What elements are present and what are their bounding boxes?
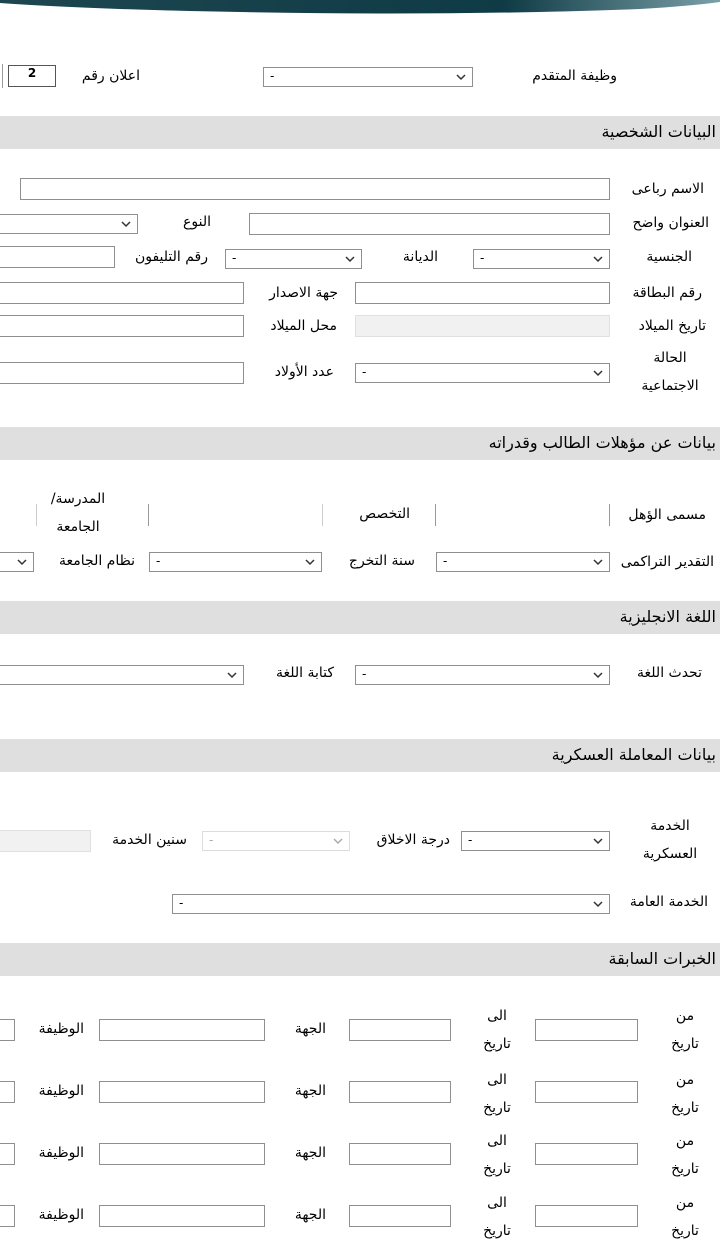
university-system-label: نظام الجامعة: [59, 553, 135, 569]
entity-label: الجهة: [294, 1145, 326, 1161]
section-qualifications: [0, 427, 720, 460]
major-field-edge: [148, 504, 149, 526]
job-title-label: الوظيفة: [38, 1145, 84, 1161]
chevron-down-icon: [591, 834, 605, 848]
from-date-field[interactable]: [535, 1205, 638, 1227]
gender-label: النوع: [183, 214, 211, 230]
major-label: التخصص: [359, 506, 410, 522]
section-military: [0, 739, 720, 772]
to-date-label: الى تاريخ: [483, 1072, 511, 1116]
section-personal: [0, 116, 720, 149]
job-title-label: الوظيفة: [38, 1021, 84, 1037]
job-select[interactable]: -: [263, 67, 473, 87]
conduct-select[interactable]: -: [202, 831, 350, 851]
from-date-field[interactable]: [535, 1143, 638, 1165]
entity-field[interactable]: [99, 1205, 265, 1227]
service-years-field[interactable]: [0, 830, 91, 852]
job-title-field[interactable]: [0, 1019, 15, 1041]
service-years-label: سنين الخدمة: [112, 832, 187, 848]
birthplace-field[interactable]: [0, 315, 244, 337]
from-date-field[interactable]: [535, 1081, 638, 1103]
chevron-down-icon: [331, 834, 345, 848]
public-service-select[interactable]: -: [172, 894, 610, 914]
chevron-down-icon: [591, 366, 605, 380]
chevron-down-icon: [454, 70, 468, 84]
school-label: المدرسة/ الجامعة: [50, 491, 106, 535]
entity-label: الجهة: [294, 1083, 326, 1099]
phone-label: رقم التليفون: [134, 249, 208, 265]
from-date-label: من تاريخ: [671, 1072, 699, 1116]
id-card-label: رقم البطاقة: [632, 285, 702, 301]
job-title-field[interactable]: [0, 1081, 15, 1103]
birthplace-label: محل الميلاد: [270, 318, 337, 334]
writing-select[interactable]: [0, 665, 244, 685]
issuer-field[interactable]: [0, 282, 244, 304]
grade-label: التقدير التراكمى: [620, 554, 714, 570]
section-experience: [0, 943, 720, 976]
degree-label: مسمى الؤهل: [628, 507, 706, 523]
degree-field-edge: [435, 504, 436, 526]
birthdate-label: تاريخ الميلاد: [638, 318, 706, 334]
entity-field[interactable]: [99, 1081, 265, 1103]
job-title-label: الوظيفة: [38, 1207, 84, 1223]
marital-status-select[interactable]: -: [355, 363, 610, 383]
grad-year-label: سنة التخرج: [348, 553, 415, 569]
job-label: وظيفة المتقدم: [532, 68, 617, 84]
job-title-label: الوظيفة: [38, 1083, 84, 1099]
chevron-down-icon: [591, 668, 605, 682]
to-date-field[interactable]: [349, 1019, 451, 1041]
chevron-down-icon: [591, 555, 605, 569]
entity-label: الجهة: [294, 1207, 326, 1223]
speaking-label: تحدث اللغة: [637, 665, 702, 681]
from-date-label: من تاريخ: [671, 1133, 699, 1177]
ad-number-field[interactable]: 2: [8, 65, 56, 87]
job-title-field[interactable]: [0, 1143, 15, 1165]
military-service-select[interactable]: -: [461, 831, 610, 851]
section-title: اللغة الانجليزية: [619, 607, 716, 626]
entity-field[interactable]: [99, 1019, 265, 1041]
section-title: البيانات الشخصية: [601, 122, 716, 141]
to-date-field[interactable]: [349, 1143, 451, 1165]
to-date-label: الى تاريخ: [483, 1133, 511, 1177]
to-date-label: الى تاريخ: [483, 1008, 511, 1052]
phone-field[interactable]: [0, 246, 115, 268]
to-date-field[interactable]: [349, 1205, 451, 1227]
job-title-field[interactable]: [0, 1205, 15, 1227]
writing-label: كتابة اللغة: [275, 665, 334, 681]
full-name-field[interactable]: [20, 178, 610, 200]
id-card-field[interactable]: [355, 282, 610, 304]
address-label: العنوان واضح: [632, 215, 709, 231]
gender-select[interactable]: [0, 214, 138, 234]
section-title: بيانات عن مؤهلات الطالب وقدراته: [488, 433, 716, 452]
address-field[interactable]: [249, 213, 610, 235]
degree-field[interactable]: [609, 504, 610, 526]
issuer-label: جهة الاصدار: [269, 285, 338, 301]
section-title: الخبرات السابقة: [608, 949, 716, 968]
public-service-label: الخدمة العامة: [629, 894, 708, 910]
chevron-down-icon: [119, 217, 133, 231]
section-title: بيانات المعاملة العسكرية: [551, 745, 716, 764]
children-label: عدد الأولاد: [274, 364, 334, 380]
to-date-label: الى تاريخ: [483, 1195, 511, 1239]
chevron-down-icon: [591, 252, 605, 266]
marital-status-label: الحالة الاجتماعية: [641, 350, 699, 394]
school-field[interactable]: [36, 504, 37, 526]
university-system-select[interactable]: [0, 552, 34, 572]
birthdate-field[interactable]: [355, 315, 610, 337]
ad-number-label: اعلان رقم: [81, 68, 140, 84]
conduct-label: درجة الاخلاق: [376, 832, 450, 848]
chevron-down-icon: [343, 252, 357, 266]
from-date-field[interactable]: [535, 1019, 638, 1041]
from-date-label: من تاريخ: [671, 1195, 699, 1239]
header-banner: [0, 0, 720, 16]
major-field[interactable]: [322, 504, 323, 526]
speaking-select[interactable]: -: [355, 665, 610, 685]
religion-select[interactable]: -: [225, 249, 362, 269]
section-english: [0, 601, 720, 634]
entity-label: الجهة: [294, 1021, 326, 1037]
full-name-label: الاسم رباعى: [631, 181, 704, 197]
nationality-select[interactable]: -: [473, 249, 610, 269]
chevron-down-icon: [225, 668, 239, 682]
children-field[interactable]: [0, 362, 244, 384]
chevron-down-icon: [591, 897, 605, 911]
nationality-label: الجنسية: [646, 249, 692, 265]
grad-year-select[interactable]: -: [149, 552, 322, 572]
edge-divider: [2, 64, 3, 88]
chevron-down-icon: [15, 555, 29, 569]
to-date-field[interactable]: [349, 1081, 451, 1103]
entity-field[interactable]: [99, 1143, 265, 1165]
religion-label: الديانة: [402, 249, 438, 265]
from-date-label: من تاريخ: [671, 1008, 699, 1052]
chevron-down-icon: [303, 555, 317, 569]
grade-select[interactable]: -: [436, 552, 610, 572]
military-service-label: الخدمة العسكرية: [642, 818, 698, 862]
